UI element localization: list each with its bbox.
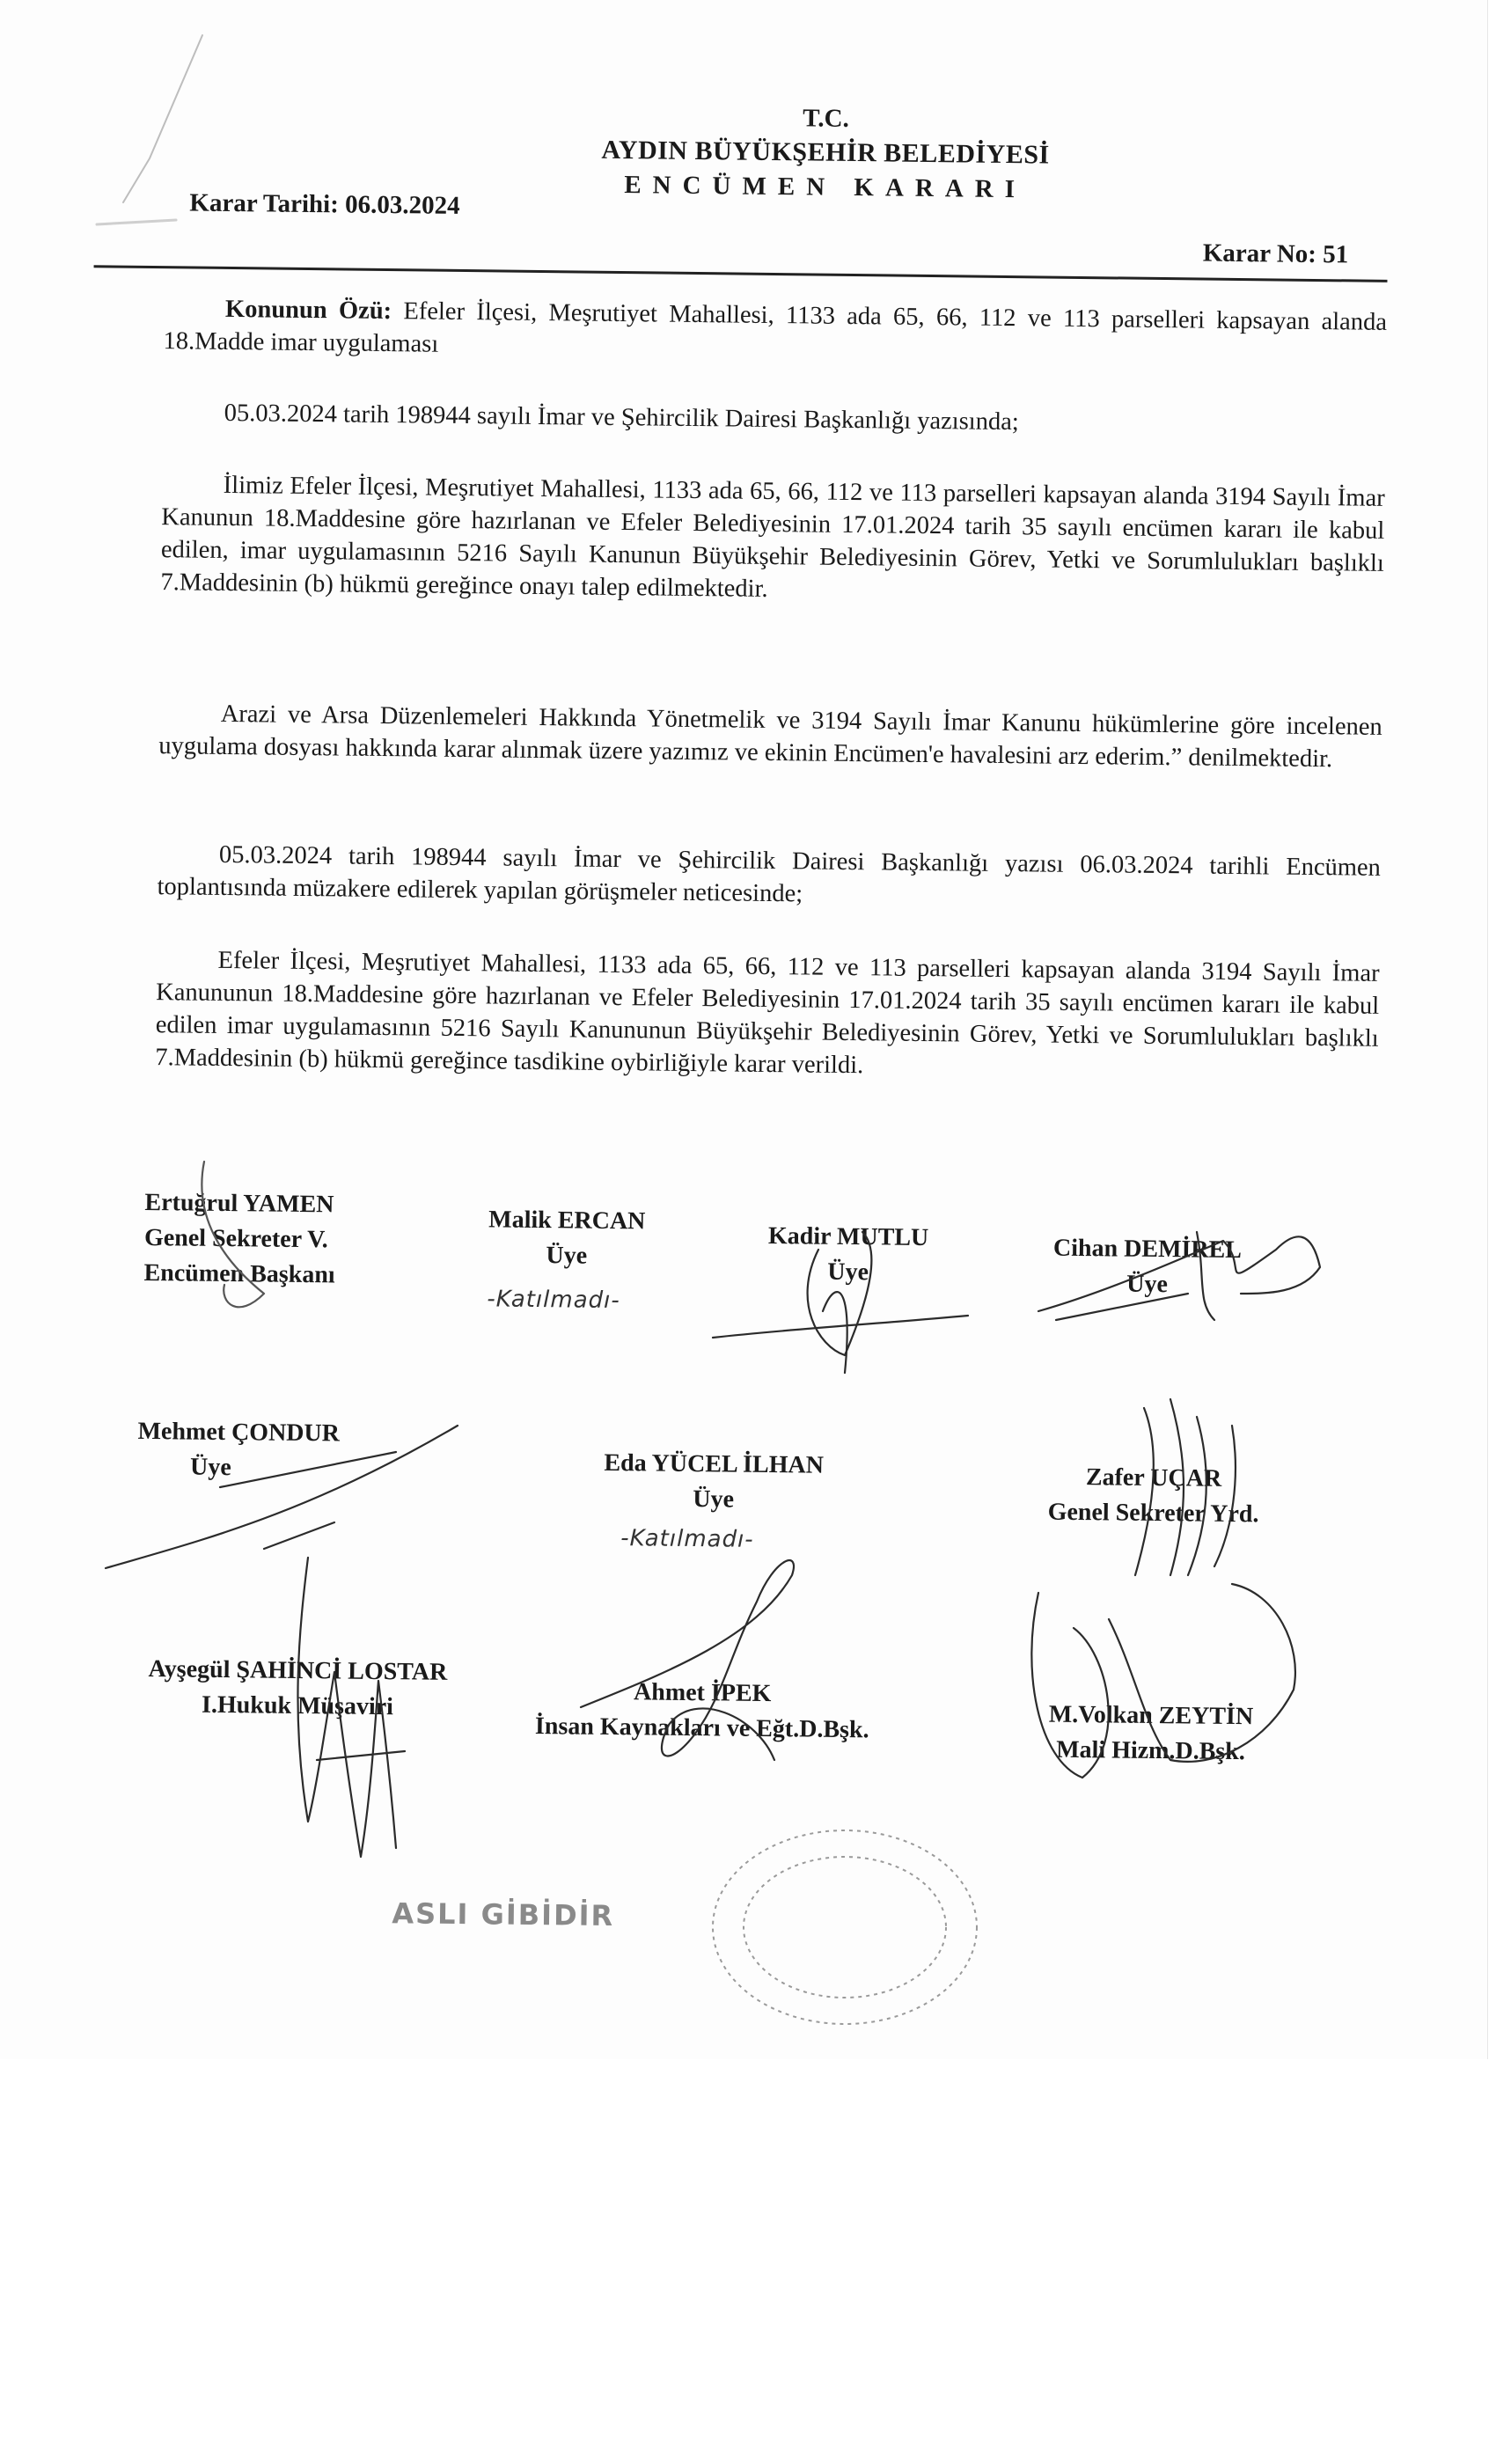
signatory-ipek (500, 1674, 906, 1749)
signatory-ucar (1021, 1459, 1286, 1532)
signatory-yamen (143, 1185, 335, 1293)
signatory-condur (137, 1414, 340, 1487)
signatory-title: I.Hukuk Müşaviri (201, 1690, 394, 1721)
absent-note-ercan: -Katılmadı- (487, 1286, 620, 1315)
body-text-4: 05.03.2024 tarih 198944 sayılı İmar ve Şehircilik Dairesi Başkanlığı yazısı 06.03.2024 tarihli Encümen toplantısında müzakere edilerek yapılan görüşmeler neticesinde; (157, 840, 1382, 908)
country-heading: T.C. (803, 104, 850, 133)
body-paragraph-4 (157, 838, 1381, 917)
body-paragraph-3 (158, 697, 1382, 776)
signatory-title: Üye (693, 1485, 735, 1514)
signatory-name: Ayşegül ŞAHİNCİ LOSTAR (148, 1655, 448, 1686)
signatory-mutlu (742, 1219, 954, 1292)
signatory-ercan (461, 1202, 673, 1275)
signatory-name: M.Volkan ZEYTİN (1048, 1700, 1254, 1731)
body-paragraph-2 (160, 468, 1385, 612)
signatory-title: Üye (546, 1242, 588, 1270)
signatory-name: Malik ERCAN (488, 1206, 646, 1236)
absent-note-ilhan: -Katılmadı- (620, 1525, 754, 1553)
body-paragraph-1 (162, 396, 1385, 443)
signatory-name: Eda YÜCEL İLHAN (604, 1448, 825, 1479)
signatory-name: Cihan DEMİREL (1052, 1234, 1243, 1265)
signatory-name: Ertuğrul YAMEN (144, 1188, 334, 1219)
certified-copy-stamp: ASLI GİBİDİR (392, 1896, 615, 1933)
resolution-paragraph (155, 943, 1380, 1088)
signatory-name: Mehmet ÇONDUR (137, 1417, 341, 1448)
signatory-title: Genel Sekreter Yrd. (1047, 1498, 1259, 1529)
document-type-heading: ENCÜMEN KARARI (624, 171, 1027, 204)
subject-label: Konunun Özü: (224, 295, 392, 326)
signatory-lostar (113, 1652, 483, 1727)
body-text-2: İlimiz Efeler İlçesi, Meşrutiyet Mahallesi, 1133 ada 65, 66, 112 ve 113 parselleri kapsayan alanda 3194 Sayılı İmar Kanunun 18.Maddesine göre hazırlanan ve Efeler Belediyesinin 17.01.2024 tarih 35 sayılı encümen kararı ile kabul edilen, imar uygulamasının 5216 Sayılı Kanunun Büyükşehir Belediyesinin Görev, Yetki ve Sorumlulukları başlıklı 7.Maddesinin (b) hükmü gereğince onayı talep edilmektedir. (160, 471, 1385, 603)
signatory-title: Üye (189, 1453, 231, 1482)
signatory-title: Mali Hizm.D.Bşk. (1056, 1735, 1246, 1766)
signatory-name: Kadir MUTLU (767, 1221, 929, 1252)
signatory-title: Encümen Başkanı (143, 1258, 335, 1289)
signatory-title: Üye (1126, 1270, 1169, 1299)
decision-number: Karar No: 51 (1202, 238, 1349, 269)
institution-heading: AYDIN BÜYÜKŞEHİR BELEDİYESİ (601, 135, 1050, 170)
resolution-text: Efeler İlçesi, Meşrutiyet Mahallesi, 1133 ada 65, 66, 112 ve 113 parselleri kapsayan alanda 3194 Sayılı İmar Kanununun 18.Maddesine göre hazırlanan ve Efeler Belediyesinin 17.01.2024 tarih 35 sayılı encümen kararı ile kabul edilen imar uygulamasının 5216 Sayılı Kanununun Büyükşehir Belediyesinin Görev, Yetki ve Sorumlulukları başlıklı 7.Maddesinin (b) hükmü gereğince tasdikine oybirliğiyle karar verildi. (155, 946, 1380, 1080)
signatory-name: Ahmet İPEK (633, 1678, 772, 1708)
subject-paragraph (163, 292, 1387, 371)
signatory-name: Zafer UÇAR (1085, 1463, 1222, 1492)
header-divider (94, 265, 1388, 282)
body-text-3: Arazi ve Arsa Düzenlemeleri Hakkında Yönetmelik ve 3194 Sayılı İmar Kanunu hükümlerine göre incelenen uygulama dosyası hakkında karar alınmak üzere yazımız ve ekinin Encümen'e havalesini arz ederim.” denilmektedir. (158, 700, 1382, 774)
body-text-1: 05.03.2024 tarih 198944 sayılı İmar ve Şehircilik Dairesi Başkanlığı yazısında; (224, 399, 1019, 436)
signatory-title: Üye (827, 1258, 869, 1287)
subject-text: Efeler İlçesi, Meşrutiyet Mahallesi, 1133 ada 65, 66, 112 ve 113 parselleri kapsayan alanda 18.Madde imar uygulaması (163, 297, 1388, 358)
signatory-ilhan (582, 1446, 847, 1519)
decision-date: Karar Tarihi: 06.03.2024 (189, 188, 460, 220)
blank-area (0, 2059, 1496, 2464)
signatory-title: Genel Sekreter V. (143, 1223, 328, 1254)
signatory-demirel (1023, 1230, 1271, 1303)
signatory-zeytin (1009, 1697, 1292, 1771)
signatory-title: İnsan Kaynakları ve Eğt.D.Bşk. (534, 1712, 869, 1744)
